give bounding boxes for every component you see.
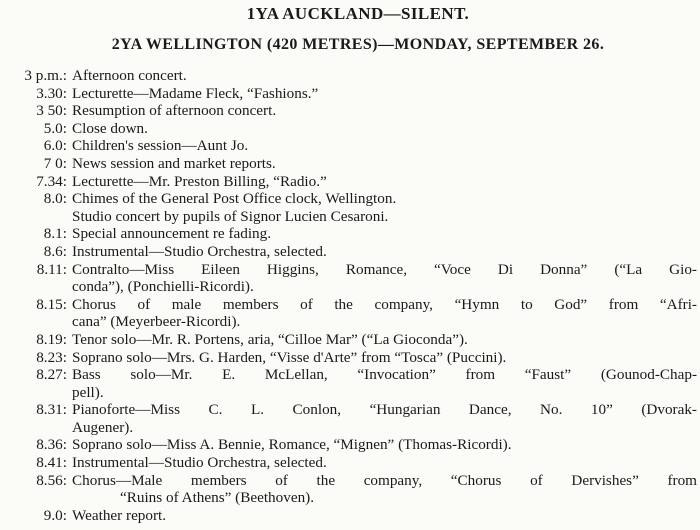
program-description <box>72 401 697 436</box>
program-entry <box>0 120 700 138</box>
program-entry <box>0 507 700 525</box>
program-time: 8.27: <box>36 366 67 384</box>
program-entry <box>0 225 700 243</box>
program-description <box>72 67 697 85</box>
program-description-line: Close down. <box>72 119 148 137</box>
program-time: 3 p.m.: <box>24 67 67 84</box>
program-time: 3.30: <box>36 84 67 102</box>
program-description <box>72 155 697 173</box>
program-description-line: Resumption of afternoon concert. <box>72 102 277 120</box>
program-entry <box>0 137 700 155</box>
program-time: 8.15: <box>36 295 67 313</box>
program-description-line: Instrumental—Studio Orchestra, selected. <box>72 242 327 260</box>
program-time: 7 0: <box>43 154 67 172</box>
program-description-line: Soprano solo—Miss A. Bennie, Romance, “Mignen” (Thomas-Ricordi). <box>72 436 512 454</box>
program-time: 8.0: <box>43 190 67 208</box>
program-description-line: Bass solo—Mr. E. McLellan, “Invocation” from “Faust” (Gounod-Chap- <box>72 366 697 384</box>
program-time: 6.0: <box>43 137 67 155</box>
program-description-line: Instrumental—Studio Orchestra, selected. <box>72 454 327 472</box>
program-entry <box>0 366 700 401</box>
program-description-line: Lecturette—Madame Fleck, “Fashions.” <box>72 84 319 102</box>
program-description-line: Contralto—Miss Eileen Higgins, Romance, “Voce Di Donna” (“La Gio- <box>72 260 697 278</box>
program-description <box>72 349 697 367</box>
program-description-line: “Ruins of Athens” (Beethoven). <box>120 489 315 507</box>
program-entry <box>0 190 700 225</box>
program-description-line: Augener). <box>72 418 134 436</box>
program-description-line: Weather report. <box>72 506 167 524</box>
program-description-line: Chorus of male members of the company, “Hymn to God” from “Afri- <box>72 295 697 313</box>
program-description-line: conda”), (Ponchielli-Ricordi). <box>72 278 254 296</box>
program-description <box>72 261 697 296</box>
program-description-line: Pianoforte—Miss C. L. Conlon, “Hungarian Dance, No. 10” (Dvorak- <box>72 401 697 419</box>
program-entry <box>0 102 700 120</box>
program-description-line: Chimes of the General Post Office clock, Wellington. <box>72 190 397 208</box>
station-heading-wellington: 2YA WELLINGTON (420 METRES)—MONDAY, SEPTEMBER 26. <box>111 36 605 53</box>
program-time: 8.31: <box>36 401 67 419</box>
program-description <box>72 507 697 525</box>
program-description-line: Children's session—Aunt Jo. <box>72 137 249 155</box>
program-entry <box>0 349 700 367</box>
program-time: 9.0: <box>43 506 67 524</box>
program-time: 8.19: <box>36 330 67 348</box>
program-time: 8.1: <box>43 225 67 243</box>
program-entry <box>0 436 700 454</box>
program-entry <box>0 85 700 103</box>
program-description <box>72 137 697 155</box>
program-time: 8.56: <box>36 471 67 489</box>
program-description-line: Lecturette—Mr. Preston Billing, “Radio.” <box>72 172 327 190</box>
program-time: 8.41: <box>36 454 67 472</box>
program-time: 5.0: <box>43 119 67 137</box>
program-description-line: News session and market reports. <box>72 154 276 172</box>
program-description-line: Afternoon concert. <box>72 67 187 84</box>
program-description-line: Studio concert by pupils of Signor Lucien Cesaroni. <box>72 207 389 225</box>
program-description <box>72 454 697 472</box>
program-entry <box>0 454 700 472</box>
program-description <box>72 120 697 138</box>
program-description <box>72 85 697 103</box>
program-entry <box>0 296 700 331</box>
program-description <box>72 243 697 261</box>
program-entry <box>0 331 700 349</box>
program-time: 8.11: <box>36 260 67 278</box>
station-heading-auckland: 1YA AUCKLAND—SILENT. <box>246 4 470 23</box>
program-description <box>72 296 697 331</box>
program-description <box>72 190 697 225</box>
program-time: 8.23: <box>36 348 67 366</box>
program-time: 8.6: <box>43 242 67 260</box>
program-entry <box>0 67 700 85</box>
program-description-line: Tenor solo—Mr. R. Portens, aria, “Cilloe Mar” (“La Gioconda”). <box>72 330 468 348</box>
program-description-line: Chorus—Male members of the company, “Chorus of Dervishes” from <box>72 471 697 489</box>
program-entry <box>0 401 700 436</box>
program-description-line: Soprano solo—Mrs. G. Harden, “Visse d'Arte” from “Tosca” (Puccini). <box>72 348 507 366</box>
program-description <box>72 472 697 507</box>
program-entry <box>0 155 700 173</box>
program-entry <box>0 243 700 261</box>
program-description <box>72 366 697 401</box>
program-entry <box>0 472 700 507</box>
program-time: 8.36: <box>36 436 67 454</box>
program-description <box>72 436 697 454</box>
program-description <box>72 331 697 349</box>
program-description-line: cana” (Meyerbeer-Ricordi). <box>72 313 241 331</box>
program-description-line: Special announcement re fading. <box>72 225 272 243</box>
program-list <box>0 67 700 524</box>
program-description <box>72 173 697 191</box>
program-description-line: pell). <box>72 383 104 401</box>
program-time: 3 50: <box>36 102 67 120</box>
program-description <box>72 225 697 243</box>
program-time: 7.34: <box>36 172 67 190</box>
program-description <box>72 102 697 120</box>
program-entry <box>0 261 700 296</box>
program-entry <box>0 173 700 191</box>
